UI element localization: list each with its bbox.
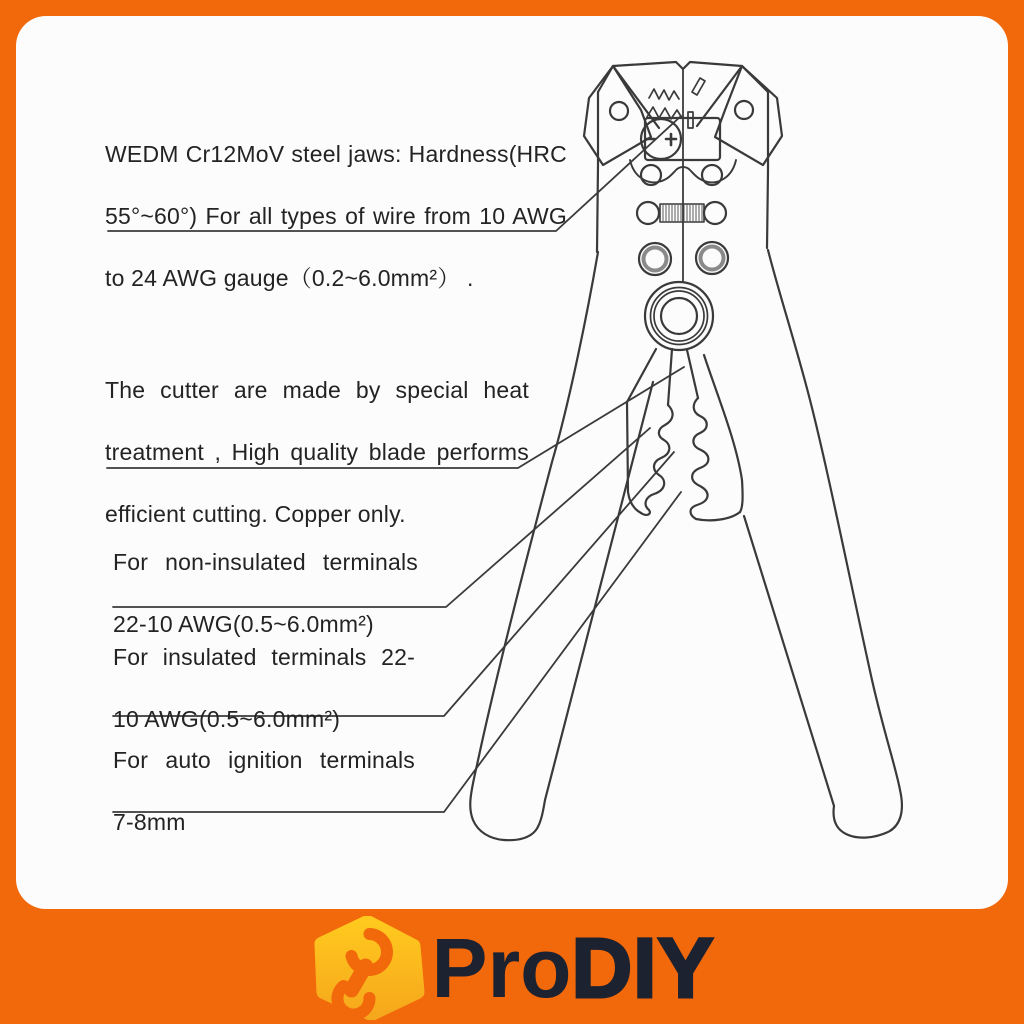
annotation-steel-jaws bbox=[105, 139, 567, 294]
right-handle bbox=[744, 250, 902, 838]
pivot-rings bbox=[645, 282, 713, 350]
annotation-line: treatment , High quality blade performs bbox=[105, 439, 529, 465]
annotation-line: 55°~60°) For all types of wire from 10 AWG bbox=[105, 203, 567, 229]
annotation-line: For non-insulated terminals bbox=[113, 549, 418, 575]
blade-symbol bbox=[692, 78, 705, 95]
brand-wordmark bbox=[431, 916, 714, 1020]
annotation-line: 7-8mm bbox=[113, 809, 186, 835]
annotation-line: The cutter are made by special heat bbox=[105, 377, 529, 403]
annotation-line: For insulated terminals 22- bbox=[113, 644, 415, 670]
annotation-cutter bbox=[105, 375, 529, 530]
annotation-non-insulated bbox=[113, 547, 418, 640]
annotation-line: 22-10 AWG(0.5~6.0mm²) bbox=[113, 611, 374, 637]
crimp-die-profile-right bbox=[691, 398, 741, 520]
annotation-insulated bbox=[113, 642, 415, 735]
annotation-auto-ignition bbox=[113, 745, 415, 838]
wrench-icon bbox=[309, 916, 425, 1020]
left-handle bbox=[470, 252, 653, 840]
annotation-line: WEDM Cr12MoV steel jaws: Hardness(HRC bbox=[105, 141, 567, 167]
annotation-line: to 24 AWG gauge（0.2~6.0mm²） . bbox=[105, 265, 474, 291]
brand-logo bbox=[309, 916, 714, 1020]
brand-diy: DIY bbox=[571, 921, 715, 1015]
annotation-line: efficient cutting. Copper only. bbox=[105, 501, 406, 527]
knurled-bar bbox=[660, 204, 704, 222]
tool-head bbox=[584, 62, 782, 282]
handles bbox=[470, 250, 902, 840]
spring-symbol bbox=[649, 89, 679, 100]
annotation-line: 10 AWG(0.5~6.0mm²) bbox=[113, 706, 341, 732]
brand-pro: Pro bbox=[431, 921, 572, 1015]
jaw-arms bbox=[627, 349, 743, 520]
annotation-line: For auto ignition terminals bbox=[113, 747, 415, 773]
